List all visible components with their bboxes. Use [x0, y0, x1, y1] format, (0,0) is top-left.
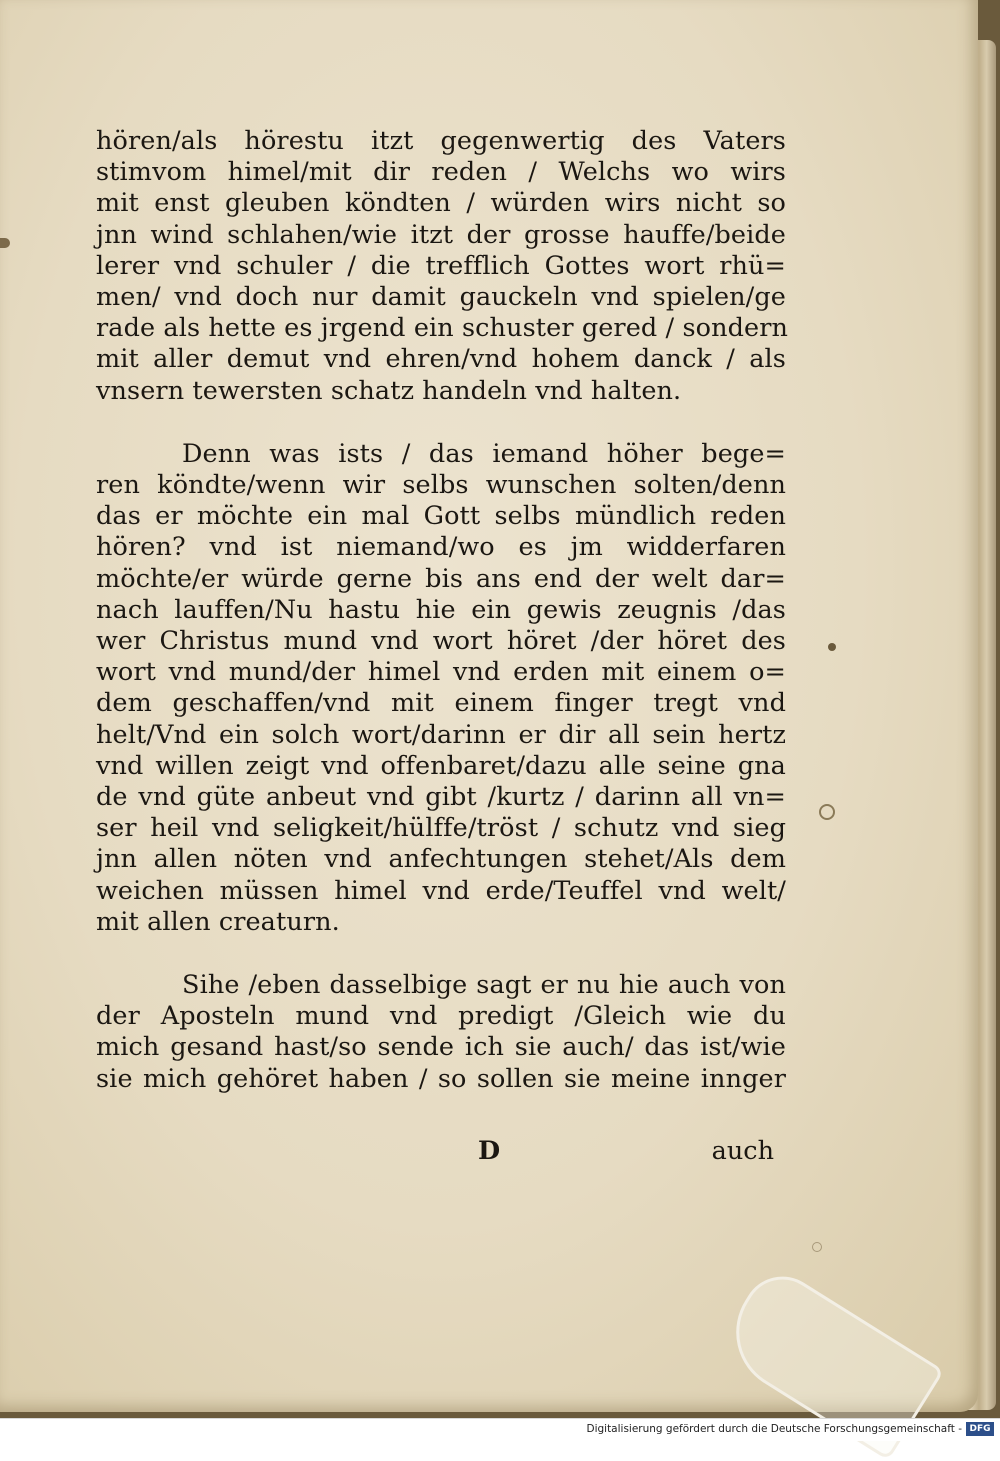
text-line: jnn wind schlahen/wie itzt der grosse hauffe/beide: [96, 219, 786, 250]
text-line: wort vnd mund/der himel vnd erden mit einem o=: [96, 657, 786, 688]
text-line: ser heil vnd seligkeit/hülffe/tröst / schutz vnd sieg: [96, 813, 786, 844]
catchword: auch: [711, 1136, 774, 1166]
dfg-logo: DFG: [966, 1422, 994, 1436]
text-line: stimvom himel/mit dir reden / Welchs wo wirs: [96, 157, 786, 188]
text-line: mit allen creaturn.: [96, 906, 340, 937]
text-line: mit aller demut vnd ehren/vnd hohem danck / als: [96, 344, 786, 375]
margin-mark: [0, 238, 10, 248]
text-line: ren köndte/wenn wir selbs wunschen solten/denn: [96, 470, 786, 501]
text-line: weichen müssen himel vnd erde/Teuffel vnd welt/: [96, 875, 786, 906]
ink-spot: [828, 643, 836, 651]
text-line: men/ vnd doch nur damit gauckeln vnd spielen/ge: [96, 282, 786, 313]
text-line: Sihe /eben dasselbige sagt er nu hie auch von: [182, 970, 786, 1001]
paragraph-2: [96, 439, 786, 938]
text-line: dem geschaffen/vnd mit einem finger tregt vnd: [96, 688, 786, 719]
text-line: mit enst gleuben köndten / würden wirs nicht so: [96, 188, 786, 219]
text-line: helt/Vnd ein solch wort/darinn er dir all sein hertz: [96, 719, 786, 750]
text-line: hören/als hörestu itzt gegenwertig des Vaters: [96, 126, 786, 156]
text-line: wer Christus mund vnd wort höret /der höret des: [96, 626, 786, 657]
text-line: hören? vnd ist niemand/wo es jm widderfaren: [96, 532, 786, 563]
text-line: Denn was ists / das iemand höher bege=: [182, 438, 786, 469]
text-line: möchte/er würde gerne bis ans end der welt dar=: [96, 563, 786, 594]
digitization-footer: [0, 1418, 1000, 1441]
ring-mark: [812, 1242, 822, 1252]
text-line: lerer vnd schuler / die trefflich Gottes wort rhü=: [96, 250, 786, 281]
ring-mark: [819, 804, 835, 820]
signature-mark: D: [478, 1136, 503, 1166]
text-line: das er möchte ein mal Gott selbs mündlich reden: [96, 501, 786, 532]
text-line: mich gesand hast/so sende ich sie auch/ das ist/wie: [96, 1032, 786, 1063]
text-line: rade als hette es jrgend ein schuster gered / sondern: [96, 313, 789, 344]
text-line: nach lauffen/Nu hastu hie ein gewis zeugnis /das: [96, 594, 786, 625]
page-footer-line: [96, 1136, 774, 1170]
dfg-credit: Digitalisierung gefördert durch die Deutsche Forschungsgemeinschaft -: [586, 1423, 962, 1435]
text-line: de vnd güte anbeut vnd gibt /kurtz / darinn all vn=: [96, 782, 786, 813]
text-line: sie mich gehöret haben / so sollen sie meine innger: [96, 1063, 786, 1094]
paragraph-3: [96, 970, 786, 1095]
text-line: jnn allen nöten vnd anfechtungen stehet/Als dem: [96, 844, 786, 875]
text-line: vnd willen zeigt vnd offenbaret/dazu alle seine gna: [96, 750, 786, 781]
text-line: der Aposteln mund vnd predigt /Gleich wie du: [96, 1001, 786, 1032]
paragraph-1: [96, 126, 789, 407]
text-line: vnsern tewersten schatz handeln vnd halten.: [96, 375, 682, 406]
text-block: [96, 126, 789, 1095]
